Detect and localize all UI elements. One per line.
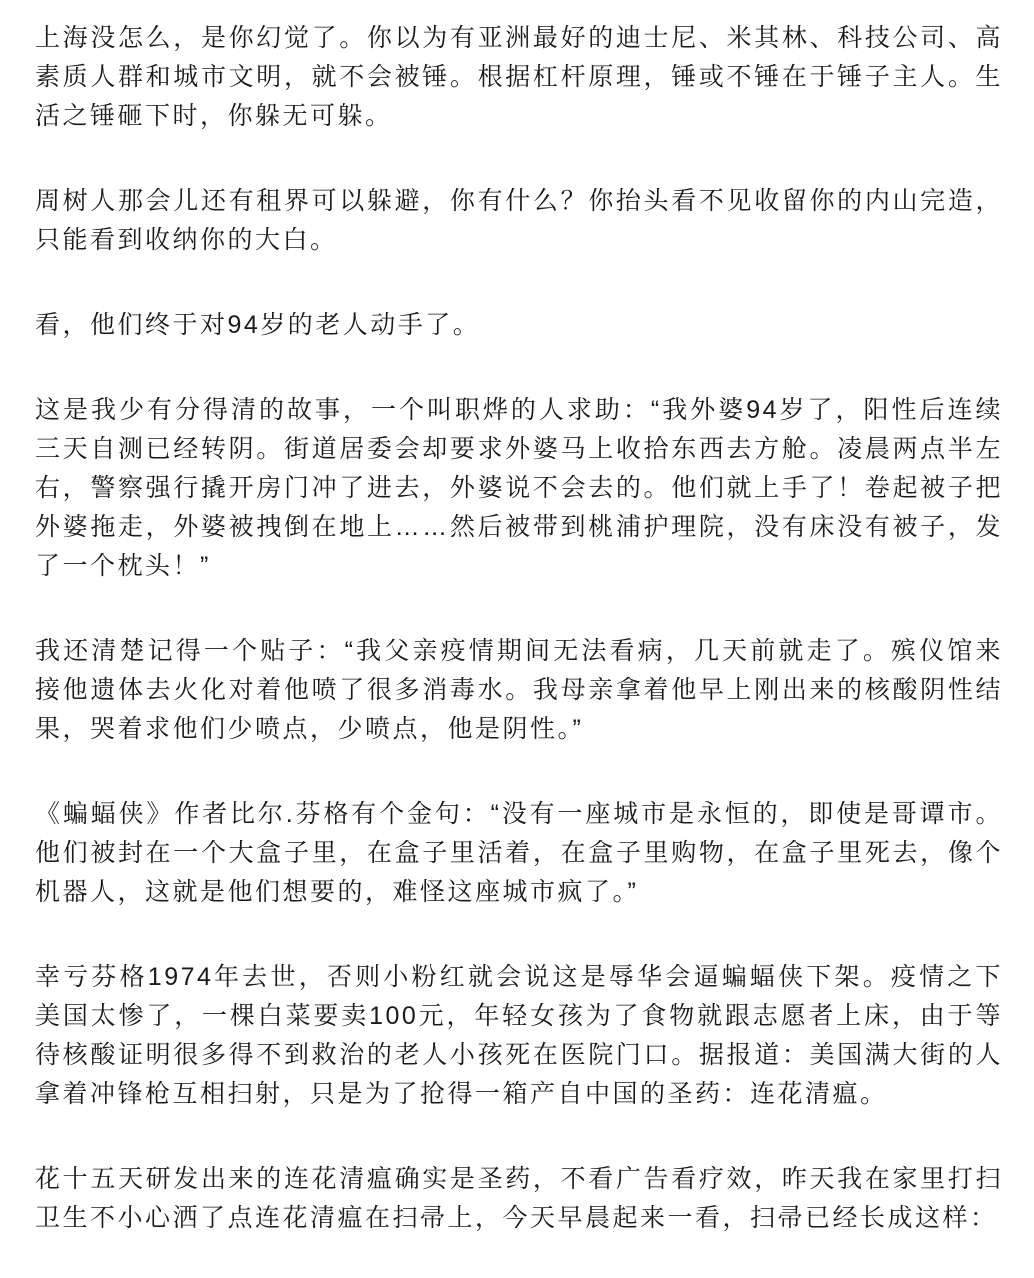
paragraph: 幸亏芬格1974年去世，否则小粉红就会说这是辱华会逼蝙蝠侠下架。疫情之下美国太惨了，一棵白菜要卖100元，年轻女孩为了食物就跟志愿者上床，由于等待核酸证明很多得不到救治的老人小孩死在医院门口。据报道：美国满大街的人拿着冲锋枪互相扫射，只是为了抢得一箱产自中国的圣药：连花清瘟。 [35, 963, 1003, 1108]
paragraph: 《蝙蝠侠》作者比尔.芬格有个金句：“没有一座城市是永恒的，即使是哥谭市。他们被封在一个大盒子里，在盒子里活着，在盒子里购物，在盒子里死去，像个机器人，这就是他们想要的，难怪这座城市疯了。” [35, 800, 1003, 906]
paragraph: 我还清楚记得一个贴子：“我父亲疫情期间无法看病，几天前就走了。殡仪馆来接他遗体去火化对着他喷了很多消毒水。我母亲拿着他早上刚出来的核酸阴性结果，哭着求他们少喷点，少喷点，他是阴性。” [35, 637, 1003, 743]
paragraph: 上海没怎么，是你幻觉了。你以为有亚洲最好的迪士尼、米其林、科技公司、高素质人群和城市文明，就不会被锤。根据杠杆原理，锤或不锤在于锤子主人。生活之锤砸下时，你躲无可躲。 [35, 24, 1003, 130]
paragraph: 花十五天研发出来的连花清瘟确实是圣药，不看广告看疗效，昨天我在家里打扫卫生不小心洒了点连花清瘟在扫帚上，今天早晨起来一看，扫帚已经长成这样： [35, 1165, 1003, 1232]
paragraph: 这是我少有分得清的故事，一个叫职烨的人求助：“我外婆94岁了，阳性后连续三天自测已经转阴。街道居委会却要求外婆马上收拾东西去方舱。凌晨两点半左右，警察强行撬开房门冲了进去，外婆说不会去的。他们就上手了！卷起被子把外婆拖走，外婆被拽倒在地上……然后被带到桃浦护理院，没有床没有被子，发了一个枕头！” [35, 396, 1003, 580]
paragraph: 看，他们终于对94岁的老人动手了。 [35, 311, 481, 339]
paragraph: 周树人那会儿还有租界可以躲避，你有什么？你抬头看不见收留你的内山完造，只能看到收纳你的大白。 [35, 187, 1003, 254]
